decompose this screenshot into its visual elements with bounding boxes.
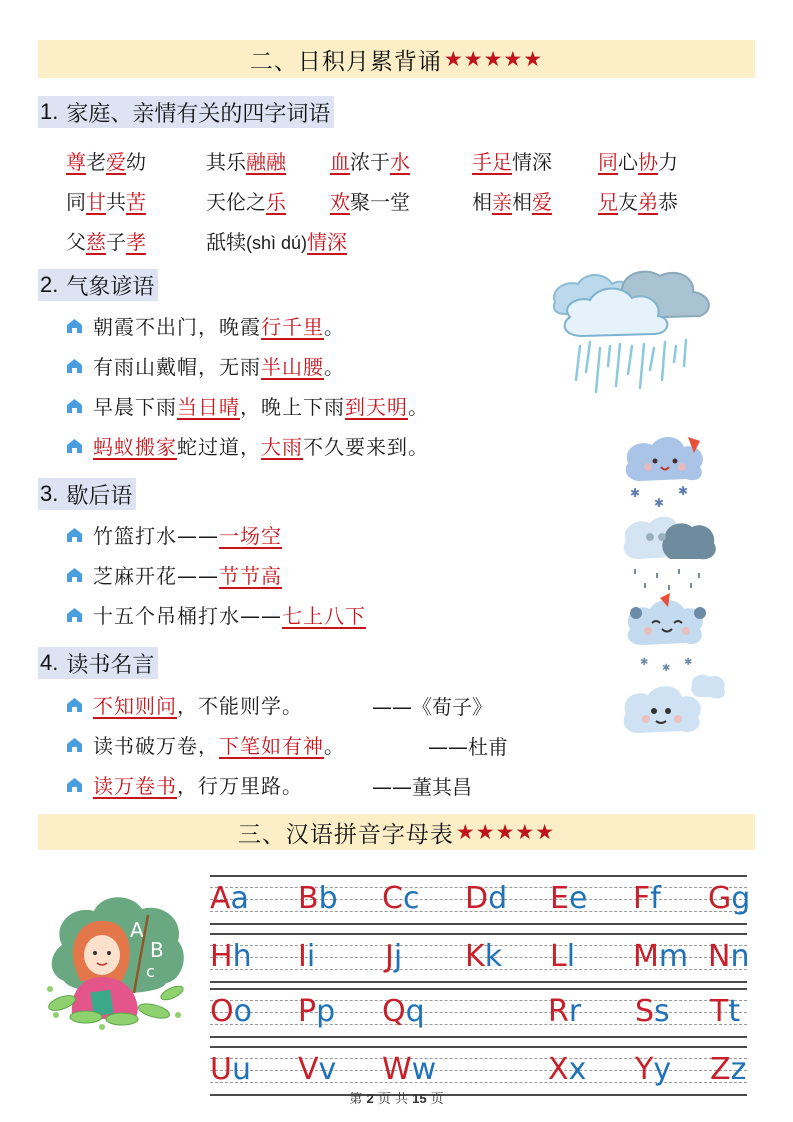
subheading-number: 4. [40,650,59,675]
house-bullet-icon [66,358,83,374]
highlighted-text: 同 [598,149,618,174]
svg-text:✱: ✱ [684,657,693,668]
uppercase-letter: D [465,881,489,916]
text: 相 [472,189,492,214]
letter-pair [465,937,502,977]
letter-pair [633,937,688,977]
uppercase-letter: B [298,881,319,916]
letter-pair [633,879,661,919]
highlighted-text: 节节高 [219,564,282,588]
quote-source: ——董其昌 [372,775,472,799]
text: 恭 [658,189,678,214]
text: 天伦之 [206,189,266,214]
uppercase-letter: H [210,939,233,974]
lowercase-letter: e [568,881,588,916]
text: 其乐 [206,149,246,174]
bulleted-line [66,311,345,340]
lowercase-letter: x [568,1052,587,1087]
writing-guide-line [210,988,747,990]
alphabet-row [210,933,750,983]
text: 朝霞不出门，晚霞 [93,315,261,339]
letter-pair [548,1050,586,1090]
svg-text:✱: ✱ [662,663,671,674]
text: 芝麻开花—— [93,564,219,588]
text: ，不能则学。 [177,694,303,718]
highlighted-text: 甘 [86,189,106,214]
writing-guide-line [210,875,747,877]
svg-text:✱: ✱ [678,484,689,498]
text: 同 [66,189,86,214]
footer-text: 页 [430,1092,444,1107]
rain-cloud-illustration [550,262,720,402]
letter-pair [550,879,587,919]
text: 蛇过道， [177,435,261,459]
svg-text:B: B [150,938,164,962]
highlighted-text: 情深 [307,229,348,254]
uppercase-letter: S [635,994,655,1029]
text: 力 [658,149,678,174]
letter-pair [298,937,315,977]
letter-pair [298,879,338,919]
section-title: 三、汉语拼音字母表 [237,821,454,848]
writing-guide-line [210,981,747,983]
writing-guide-line [210,923,747,925]
section-banner-2 [38,40,755,78]
highlighted-text: 大雨 [261,435,303,459]
highlighted-text: 血 [330,149,350,174]
text: 相 [512,189,532,214]
text: 友 [618,189,638,214]
alphabet-row [210,875,751,925]
lowercase-letter: w [411,1052,437,1087]
subheading-number: 3. [40,481,59,506]
highlighted-text: 孝 [126,229,146,254]
text: 子 [106,229,126,254]
uppercase-letter: G [708,881,732,916]
letter-pair [382,879,419,919]
letter-pair [385,937,402,977]
lowercase-letter: i [306,939,316,974]
lowercase-letter: t [728,994,741,1029]
lowercase-letter: b [318,881,338,916]
letter-pair [382,1050,436,1090]
letter-pair [708,879,750,919]
text: 幼 [126,149,146,174]
idiom [206,226,347,255]
uppercase-letter: W [382,1052,412,1087]
highlighted-text: 到天明 [345,395,408,419]
uppercase-letter: F [633,881,651,916]
text: 竹篮打水—— [93,524,219,548]
lowercase-letter: a [230,881,249,916]
alphabet-row [210,988,747,1038]
uppercase-letter: C [382,881,403,916]
text: 浓于 [350,149,390,174]
bulleted-line [66,770,303,799]
uppercase-letter: L [550,939,567,974]
uppercase-letter: P [298,994,317,1029]
uppercase-letter: M [633,939,659,974]
idiom [330,146,410,175]
lowercase-letter: j [393,939,403,974]
letter-pair [298,1050,336,1090]
bulleted-line [66,730,345,759]
quote-source: ——杜甫 [428,735,508,759]
text: 聚一堂 [350,189,410,214]
uppercase-letter: Q [382,994,406,1029]
cute-weather-clouds-illustration [620,433,735,743]
idiom [66,186,146,215]
star-rating: ★★★★★ [455,820,556,844]
lowercase-letter: y [653,1052,672,1087]
idiom [206,146,286,175]
footer-text: 页 共 [377,1092,408,1107]
bulleted-line [66,560,282,589]
subheading-3 [38,478,136,510]
svg-text:A: A [130,918,144,942]
idiom [598,146,678,175]
lowercase-letter: h [232,939,252,974]
letter-pair [382,992,425,1032]
highlighted-text: 苦 [126,189,146,214]
text: 心 [618,149,638,174]
text: 十五个吊桶打水—— [93,604,282,628]
writing-guide-line [210,933,747,935]
text: 共 [106,189,126,214]
highlighted-text: 不知则问 [93,694,177,718]
lowercase-letter: k [484,939,503,974]
teacher-abc-illustration [42,885,192,1030]
lowercase-letter: o [233,994,252,1029]
uppercase-letter: E [550,881,569,916]
section-banner-3 [38,814,755,850]
lowercase-letter: m [658,939,689,974]
idiom [472,146,552,175]
letter-pair [210,879,249,919]
highlighted-text: 当日晴 [177,395,240,419]
text: 不久要来到。 [303,435,429,459]
lowercase-letter: v [318,1052,337,1087]
text: 读书破万卷， [93,734,219,758]
highlighted-text: 行千里 [261,315,324,339]
bulleted-line [66,520,282,549]
star-rating: ★★★★★ [443,47,544,71]
uppercase-letter: V [298,1052,319,1087]
highlighted-text: 手足 [472,149,512,174]
uppercase-letter: A [210,881,231,916]
uppercase-letter: T [710,994,729,1029]
subheading-title: 家庭、亲情有关的四字词语 [66,101,331,127]
uppercase-letter: Z [710,1052,731,1087]
subheading-title: 气象谚语 [66,274,155,300]
subheading-title: 歇后语 [66,483,133,509]
svg-text:✱: ✱ [640,657,649,668]
bulleted-line [66,351,345,380]
highlighted-text: 协 [638,149,658,174]
letter-pair [710,1050,746,1090]
text: 。 [324,355,345,379]
letter-pair [550,937,575,977]
writing-guide-line [210,1046,747,1048]
subheading-number: 2. [40,272,59,297]
uppercase-letter: R [548,994,569,1029]
highlighted-text: 七上八下 [282,604,366,628]
lowercase-letter: r [568,994,582,1029]
letter-pair [708,937,749,977]
highlighted-text: 融融 [246,149,286,174]
house-bullet-icon [66,607,83,623]
highlighted-text: 读万卷书 [93,774,177,798]
highlighted-text: 一场空 [219,524,282,548]
text: 情深 [512,149,552,174]
house-bullet-icon [66,567,83,583]
highlighted-text: 爱 [532,189,552,214]
bulleted-line [66,431,429,460]
lowercase-letter: n [730,939,750,974]
letter-pair [210,937,252,977]
house-bullet-icon [66,318,83,334]
house-bullet-icon [66,697,83,713]
letter-pair [210,1050,251,1090]
lowercase-letter: s [654,994,670,1029]
letter-pair [710,992,740,1032]
svg-text:✱: ✱ [630,486,641,500]
subheading-1 [38,96,334,128]
text: 。 [408,395,429,419]
uppercase-letter: Y [635,1052,654,1087]
highlighted-text: 亲 [492,189,512,214]
house-bullet-icon [66,777,83,793]
writing-guide-line [210,1036,747,1038]
letter-pair [548,992,581,1032]
text: 。 [324,315,345,339]
idiom [598,186,678,215]
idiom [472,186,552,215]
house-bullet-icon [66,737,83,753]
highlighted-text: 弟 [638,189,658,214]
footer-text: 第 [349,1092,363,1107]
idiom [66,226,146,255]
idiom [330,186,410,215]
section-title: 二、日积月累背诵 [249,48,442,75]
highlighted-text: 下笔如有神 [219,734,324,758]
bulleted-line [66,690,303,719]
lowercase-letter: l [566,939,576,974]
lowercase-letter: d [488,881,508,916]
highlighted-text: 半山腰 [261,355,324,379]
text: ，行万里路。 [177,774,303,798]
text: (shì dú) [246,232,308,253]
highlighted-text: 尊 [66,149,86,174]
house-bullet-icon [66,527,83,543]
subheading-number: 1. [40,99,59,124]
lowercase-letter: g [731,881,751,916]
bulleted-line [66,391,429,420]
uppercase-letter: I [298,939,307,974]
uppercase-letter: X [548,1052,569,1087]
total-pages-number: 15 [412,1091,427,1106]
uppercase-letter: U [210,1052,232,1087]
uppercase-letter: J [385,939,394,974]
subheading-2 [38,269,158,301]
idiom [66,146,146,175]
uppercase-letter: N [708,939,731,974]
letter-pair [635,992,670,1032]
page-footer [0,1088,793,1107]
highlighted-text: 乐 [266,189,286,214]
text: 早晨下雨 [93,395,177,419]
highlighted-text: 慈 [86,229,106,254]
letter-pair [635,1050,671,1090]
text: 舐犊 [206,229,246,254]
lowercase-letter: p [316,994,336,1029]
uppercase-letter: O [210,994,234,1029]
house-bullet-icon [66,398,83,414]
subheading-title: 读书名言 [66,652,155,678]
text: 父 [66,229,86,254]
text: 有雨山戴帽，无雨 [93,355,261,379]
text: 。 [324,734,345,758]
text: ，晚上下雨 [240,395,345,419]
highlighted-text: 蚂蚁搬家 [93,435,177,459]
svg-text:c: c [146,962,155,981]
idiom [206,186,286,215]
bulleted-line [66,600,366,629]
uppercase-letter: K [465,939,485,974]
highlighted-text: 爱 [106,149,126,174]
house-bullet-icon [66,438,83,454]
quote-source: ——《荀子》 [372,695,492,719]
lowercase-letter: z [730,1052,747,1087]
letter-pair [465,879,507,919]
letter-pair [210,992,252,1032]
subheading-4 [38,647,158,679]
text: 老 [86,149,106,174]
svg-text:✱: ✱ [654,496,665,510]
highlighted-text: 兄 [598,189,618,214]
highlighted-text: 欢 [330,189,350,214]
lowercase-letter: u [231,1052,251,1087]
highlighted-text: 水 [390,149,410,174]
current-page-number: 2 [366,1091,374,1106]
letter-pair [298,992,335,1032]
lowercase-letter: q [405,994,425,1029]
lowercase-letter: c [402,881,420,916]
lowercase-letter: f [650,881,661,916]
